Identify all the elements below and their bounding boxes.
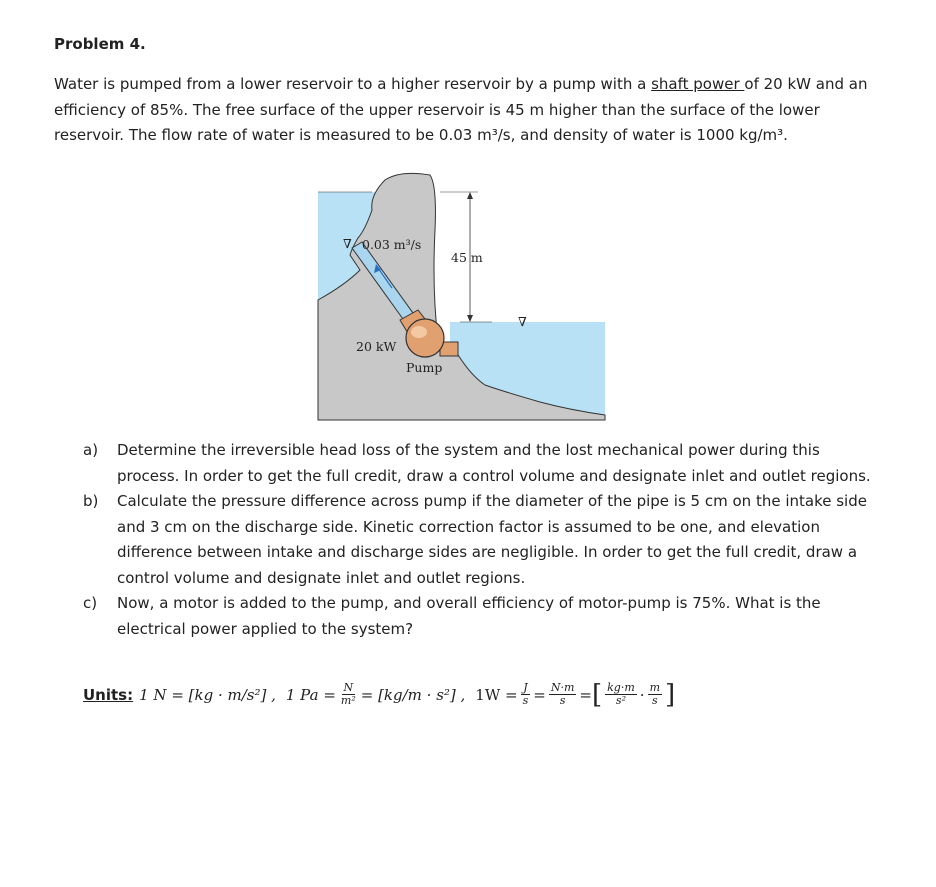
flow-rate-label: 0.03 m³/s [362, 237, 422, 252]
watt-fraction-4 [648, 682, 662, 707]
question-part-a [83, 438, 873, 489]
question-part-c [83, 591, 873, 642]
watt-f2-den: s [559, 694, 566, 707]
watt-fraction-3 [605, 682, 637, 707]
equals-2: = [579, 685, 592, 704]
part-text: Calculate the pressure difference across pump if the diameter of the pipe is 5 cm on the intake side and 3 cm on the discharge side. Kinetic correction factor is assumed to be one, and elevation difference between intake and discharge sides are negligible. In order to get the full credit, draw a control volume and designate inlet and outlet regions. [117, 492, 867, 587]
part-label: a) [83, 441, 99, 459]
question-parts [83, 438, 873, 642]
pump-diagram-svg [300, 170, 620, 425]
pump-body [406, 319, 444, 357]
pascal-num: N [343, 681, 354, 694]
problem-statement [54, 72, 884, 149]
problem-title: Problem 4. [54, 35, 146, 53]
watt-f3-num: kg·m [607, 681, 635, 694]
pascal-den: m² [340, 694, 356, 707]
newton-definition: 1 N = [kg · m/s²] , [139, 685, 276, 704]
shaft-power-term: shaft power [651, 75, 745, 93]
intro-text-start: Water is pumped from a lower reservoir to a higher reservoir by a pump with a [54, 75, 652, 93]
watt-f1-num: J [523, 681, 528, 694]
intro-text-rest: and an efficiency of 85%. The free surface of the upper reservoir is 45 m higher than the surface of the lower reservoir. The flow rate of water is measured to be 0.03 m³/s, and density of water is 1000 kg/m³. [54, 75, 868, 144]
bracket-open: [ [591, 679, 603, 710]
watt-f2-num: N·m [550, 681, 575, 694]
pump-highlight [411, 326, 427, 338]
pascal-lhs: 1 Pa = [285, 685, 336, 704]
watt-f4-den: s [651, 694, 658, 707]
watt-fraction-2 [549, 682, 577, 707]
dot-operator: · [639, 685, 645, 704]
bracket-close: ] [665, 679, 676, 710]
watt-f3-den: s² [615, 694, 626, 707]
part-label: c) [83, 594, 98, 612]
units-line [83, 679, 883, 710]
watt-f1-den: s [522, 694, 529, 707]
question-part-b [83, 489, 873, 591]
part-label: b) [83, 492, 99, 510]
pascal-fraction [339, 682, 358, 707]
height-arrow-bottom [467, 315, 473, 322]
height-arrow-top [467, 192, 473, 199]
power-label: 20 kW [356, 339, 397, 354]
pump-diagram [300, 170, 620, 425]
watt-f4-num: m [649, 681, 660, 694]
part-text: Determine the irreversible head loss of the system and the lost mechanical power during this process. In order to get the full credit, draw a control volume and designate inlet and outlet regions. [117, 441, 871, 485]
watt-lhs: 1W = [475, 685, 518, 704]
part-text: Now, a motor is added to the pump, and overall efficiency of motor-pump is 75%. What is the electrical power applied to the system? [117, 594, 821, 638]
equals-1: = [533, 685, 546, 704]
pump-label: Pump [406, 360, 443, 375]
intro-text-power: of 20 kW [744, 75, 811, 93]
water-level-lower: ∇ [518, 314, 527, 329]
water-level-upper: ∇ [343, 236, 352, 251]
watt-fraction-1 [521, 682, 531, 707]
units-label: Units: [83, 685, 134, 704]
height-label: 45 m [451, 250, 483, 265]
pascal-rhs: = [kg/m · s²] , [360, 685, 466, 704]
